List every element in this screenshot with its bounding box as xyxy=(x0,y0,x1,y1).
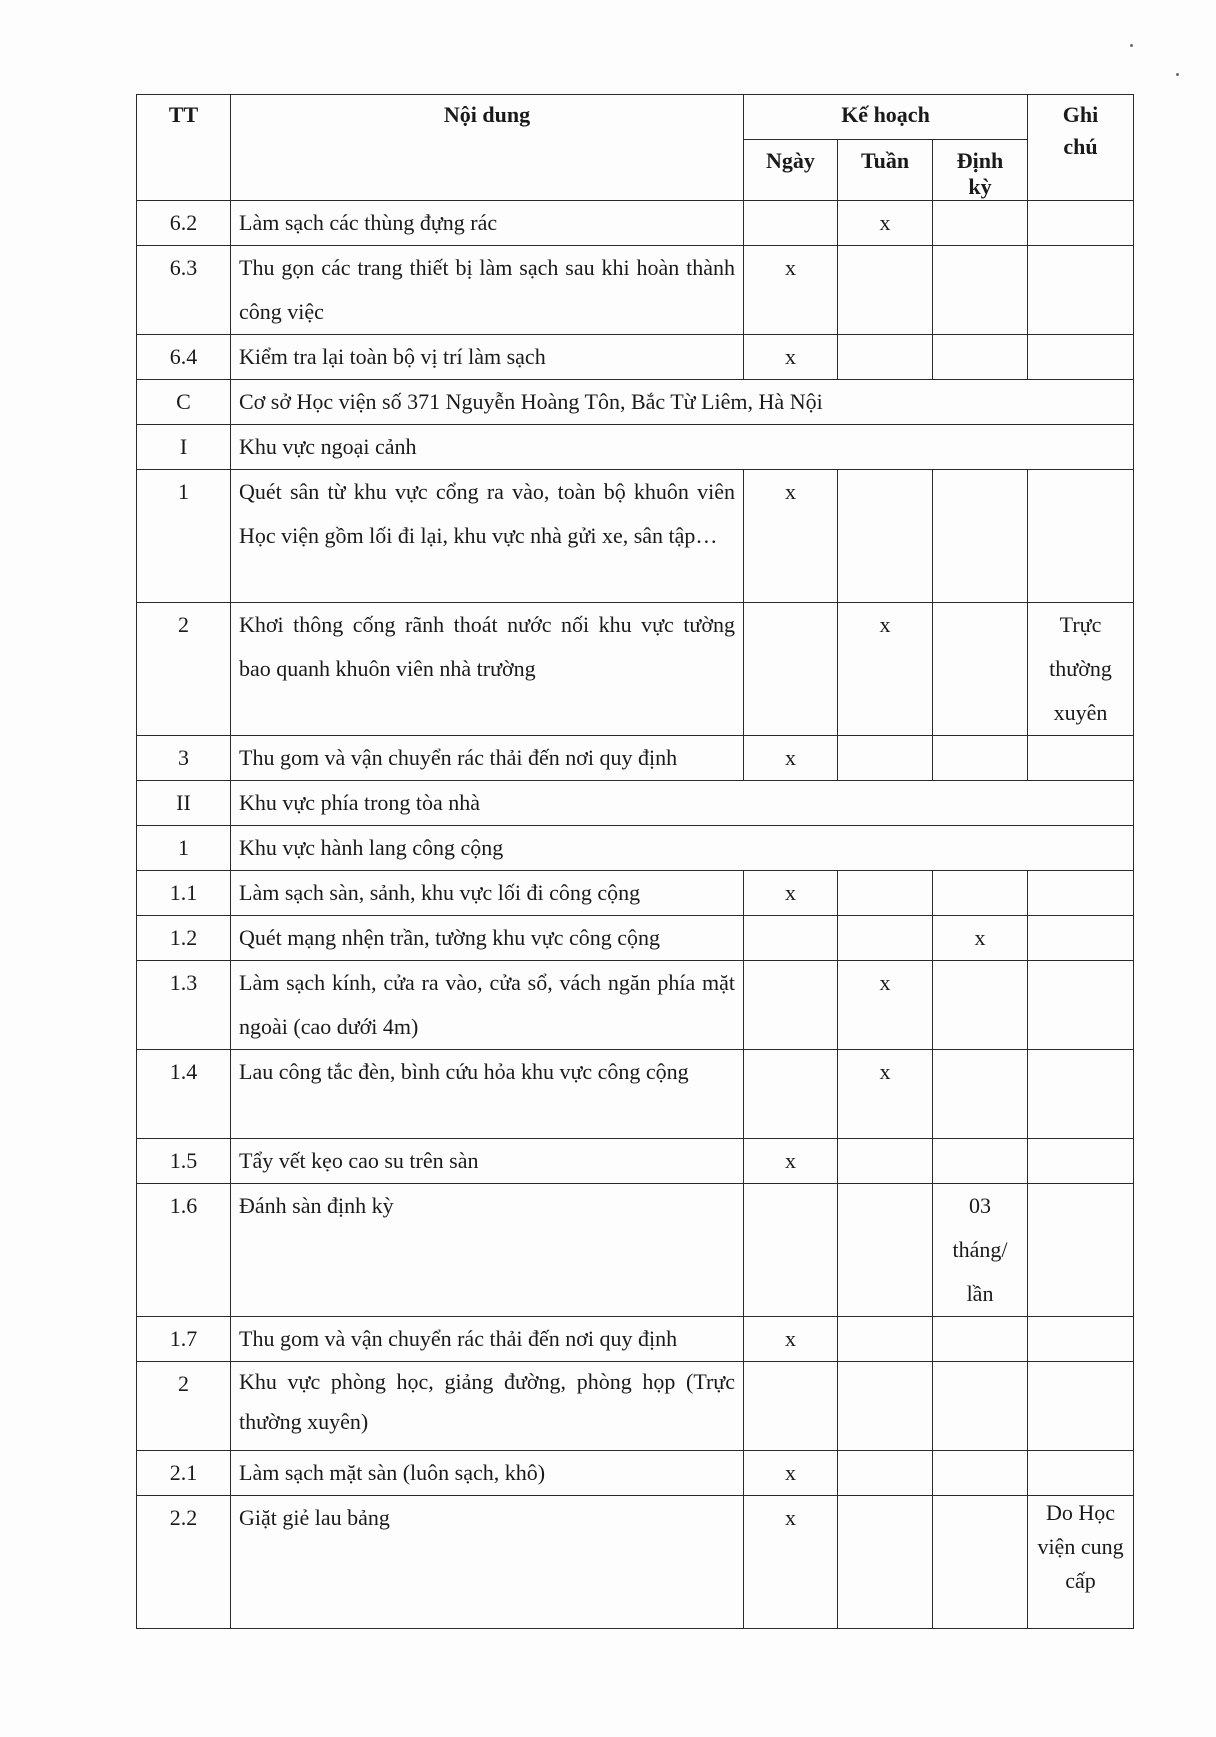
table-row xyxy=(137,781,1134,826)
table-row xyxy=(137,736,1134,781)
cell-day: x xyxy=(744,246,838,335)
cleaning-plan-table xyxy=(136,94,1134,1629)
cell-tt: 1 xyxy=(137,826,231,871)
cell-day xyxy=(744,916,838,961)
cell-tt: 1.7 xyxy=(137,1317,231,1362)
cell-note xyxy=(1028,1139,1134,1184)
cell-day xyxy=(744,201,838,246)
cell-week xyxy=(838,736,933,781)
cell-day xyxy=(744,1050,838,1139)
cell-day: x xyxy=(744,1317,838,1362)
cell-periodic xyxy=(933,961,1028,1050)
cell-content: Làm sạch mặt sàn (luôn sạch, khô) xyxy=(231,1451,744,1496)
cell-tt: 2 xyxy=(137,1362,231,1451)
cell-week xyxy=(838,871,933,916)
scan-speck xyxy=(1176,73,1179,76)
table-row xyxy=(137,826,1134,871)
cell-week xyxy=(838,1317,933,1362)
cell-periodic xyxy=(933,1362,1028,1451)
table-row xyxy=(137,1362,1134,1451)
cell-content: Lau công tắc đèn, bình cứu hỏa khu vực công cộng xyxy=(231,1050,744,1139)
cell-day: x xyxy=(744,470,838,603)
cell-tt: 1.3 xyxy=(137,961,231,1050)
cell-tt: 1.2 xyxy=(137,916,231,961)
cell-content: Kiểm tra lại toàn bộ vị trí làm sạch xyxy=(231,335,744,380)
cell-content: Thu gom và vận chuyển rác thải đến nơi quy định xyxy=(231,1317,744,1362)
cell-day xyxy=(744,1362,838,1451)
cell-periodic xyxy=(933,1050,1028,1139)
cell-note xyxy=(1028,736,1134,781)
cell-day xyxy=(744,1184,838,1317)
cell-week xyxy=(838,335,933,380)
cell-periodic xyxy=(933,1451,1028,1496)
cell-periodic xyxy=(933,335,1028,380)
cell-content: Quét mạng nhện trần, tường khu vực công cộng xyxy=(231,916,744,961)
cell-periodic xyxy=(933,1496,1028,1629)
cell-week xyxy=(838,916,933,961)
header-note: Ghi chú xyxy=(1028,95,1134,201)
cell-day: x xyxy=(744,871,838,916)
section-heading: Cơ sở Học viện số 371 Nguyễn Hoàng Tôn, Bắc Từ Liêm, Hà Nội xyxy=(231,380,1134,425)
table-row xyxy=(137,1139,1134,1184)
cell-content: Quét sân từ khu vực cổng ra vào, toàn bộ khuôn viên Học viện gồm lối đi lại, khu vực nhà gửi xe, sân tập… xyxy=(231,470,744,603)
table-row xyxy=(137,1496,1134,1629)
subsection-heading: Khu vực phòng học, giảng đường, phòng họp (Trực thường xuyên) xyxy=(231,1362,744,1451)
cell-day: x xyxy=(744,1496,838,1629)
cell-day: x xyxy=(744,1451,838,1496)
table-row xyxy=(137,1050,1134,1139)
cell-note xyxy=(1028,470,1134,603)
cell-tt: 2.1 xyxy=(137,1451,231,1496)
header-tt: TT xyxy=(137,95,231,201)
cell-week: x xyxy=(838,1050,933,1139)
cell-note xyxy=(1028,961,1134,1050)
cell-note xyxy=(1028,335,1134,380)
cell-periodic xyxy=(933,470,1028,603)
cell-tt: 2 xyxy=(137,603,231,736)
table-row xyxy=(137,1451,1134,1496)
cell-note xyxy=(1028,916,1134,961)
cell-note xyxy=(1028,1317,1134,1362)
cell-tt: 1.6 xyxy=(137,1184,231,1317)
cell-tt: 1.1 xyxy=(137,871,231,916)
cell-periodic xyxy=(933,603,1028,736)
cell-tt: 6.4 xyxy=(137,335,231,380)
cell-periodic xyxy=(933,1317,1028,1362)
table-row xyxy=(137,470,1134,603)
header-periodic: Định kỳ xyxy=(933,140,1028,201)
cell-periodic xyxy=(933,736,1028,781)
cell-content: Làm sạch kính, cửa ra vào, cửa sổ, vách ngăn phía mặt ngoài (cao dưới 4m) xyxy=(231,961,744,1050)
cell-week xyxy=(838,1139,933,1184)
cell-tt: II xyxy=(137,781,231,826)
cell-week xyxy=(838,1451,933,1496)
table-row xyxy=(137,246,1134,335)
cell-content: Khơi thông cống rãnh thoát nước nối khu vực tường bao quanh khuôn viên nhà trường xyxy=(231,603,744,736)
cell-note: Trực thường xuyên xyxy=(1028,603,1134,736)
cell-day xyxy=(744,603,838,736)
cell-week: x xyxy=(838,603,933,736)
cell-note: Do Học viện cung cấp xyxy=(1028,1496,1134,1629)
table-row xyxy=(137,1184,1134,1317)
cell-tt: 1.4 xyxy=(137,1050,231,1139)
table-row xyxy=(137,425,1134,470)
header-content: Nội dung xyxy=(231,95,744,201)
cell-content: Làm sạch các thùng đựng rác xyxy=(231,201,744,246)
cell-content: Giặt giẻ lau bảng xyxy=(231,1496,744,1629)
cell-day: x xyxy=(744,736,838,781)
cell-day: x xyxy=(744,335,838,380)
cell-note xyxy=(1028,871,1134,916)
section-heading: Khu vực ngoại cảnh xyxy=(231,425,1134,470)
table-row xyxy=(137,603,1134,736)
cell-note xyxy=(1028,1184,1134,1317)
cell-week: x xyxy=(838,201,933,246)
table-body xyxy=(137,201,1134,1629)
cell-periodic: 03 tháng/ lần xyxy=(933,1184,1028,1317)
cell-tt: 6.2 xyxy=(137,201,231,246)
cell-content: Thu gom và vận chuyển rác thải đến nơi quy định xyxy=(231,736,744,781)
cell-note xyxy=(1028,201,1134,246)
table-row xyxy=(137,916,1134,961)
cell-note xyxy=(1028,1362,1134,1451)
cell-content: Thu gọn các trang thiết bị làm sạch sau khi hoàn thành công việc xyxy=(231,246,744,335)
cell-tt: C xyxy=(137,380,231,425)
scan-speck xyxy=(1130,44,1133,47)
cell-note xyxy=(1028,1451,1134,1496)
cell-periodic xyxy=(933,1139,1028,1184)
cell-tt: 2.2 xyxy=(137,1496,231,1629)
section-heading: Khu vực hành lang công cộng xyxy=(231,826,1134,871)
cell-periodic: x xyxy=(933,916,1028,961)
cell-tt: 1.5 xyxy=(137,1139,231,1184)
cell-periodic xyxy=(933,871,1028,916)
table-row xyxy=(137,380,1134,425)
cell-week: x xyxy=(838,961,933,1050)
cell-tt: 1 xyxy=(137,470,231,603)
cell-note xyxy=(1028,1050,1134,1139)
header-day: Ngày xyxy=(744,140,838,201)
cell-week xyxy=(838,246,933,335)
cell-periodic xyxy=(933,201,1028,246)
cell-periodic xyxy=(933,246,1028,335)
cell-note xyxy=(1028,246,1134,335)
header-plan: Kế hoạch xyxy=(744,95,1028,140)
cell-day: x xyxy=(744,1139,838,1184)
cell-content: Làm sạch sàn, sảnh, khu vực lối đi công cộng xyxy=(231,871,744,916)
cell-content: Đánh sàn định kỳ xyxy=(231,1184,744,1317)
cell-content: Tẩy vết kẹo cao su trên sàn xyxy=(231,1139,744,1184)
table-row xyxy=(137,335,1134,380)
cell-tt: I xyxy=(137,425,231,470)
table-row xyxy=(137,871,1134,916)
cell-week xyxy=(838,470,933,603)
cell-week xyxy=(838,1496,933,1629)
header-week: Tuần xyxy=(838,140,933,201)
cell-week xyxy=(838,1362,933,1451)
table-row xyxy=(137,1317,1134,1362)
table-row xyxy=(137,201,1134,246)
table-row xyxy=(137,961,1134,1050)
cell-tt: 3 xyxy=(137,736,231,781)
cell-day xyxy=(744,961,838,1050)
section-heading: Khu vực phía trong tòa nhà xyxy=(231,781,1134,826)
cell-tt: 6.3 xyxy=(137,246,231,335)
cell-week xyxy=(838,1184,933,1317)
